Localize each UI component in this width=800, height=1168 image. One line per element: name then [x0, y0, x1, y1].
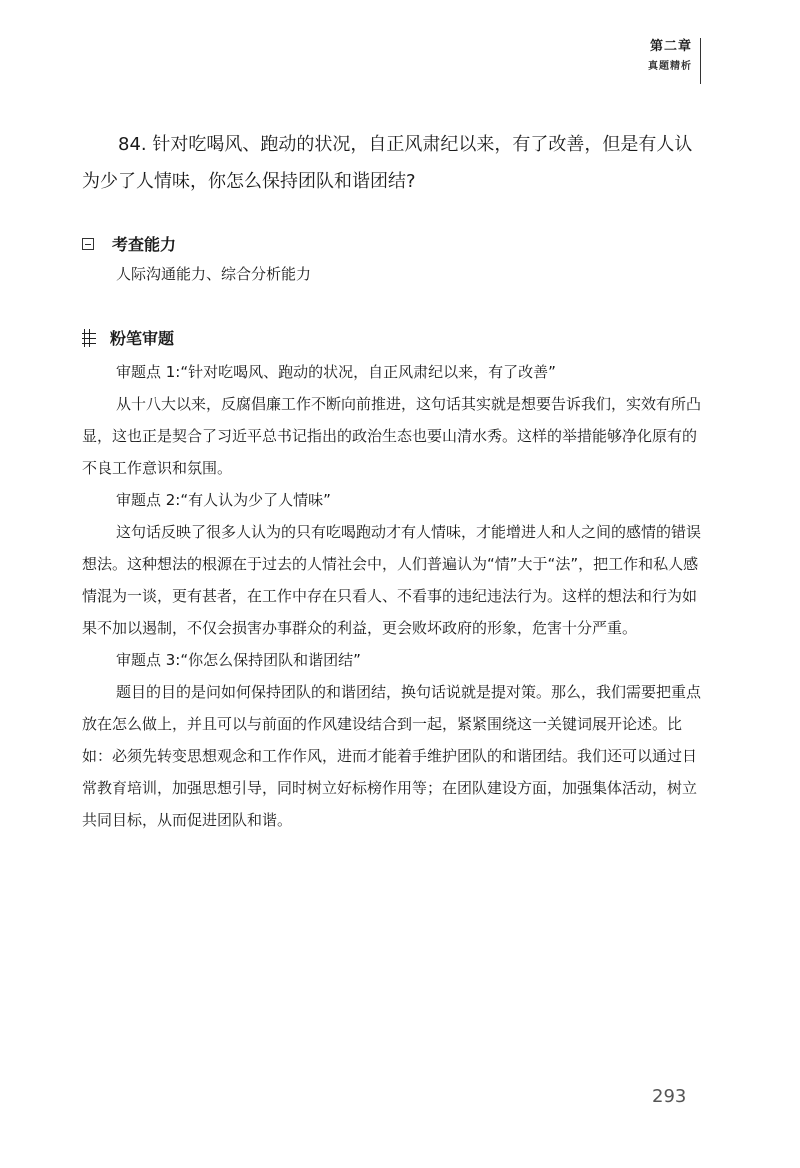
ability-heading-label: 考查能力 — [112, 235, 177, 254]
chapter-title: 第二章 — [649, 39, 692, 54]
grid-bullet-icon — [82, 329, 96, 347]
ability-heading — [82, 232, 176, 255]
review-body — [82, 356, 702, 836]
header-divider — [700, 38, 701, 84]
ability-body — [82, 258, 702, 290]
square-bullet-icon — [82, 238, 94, 250]
review-heading — [82, 326, 174, 349]
page-number: 293 — [652, 1086, 687, 1107]
review-point-1: 审题点 1:“针对吃喝风、跑动的状况，自正风肃纪以来，有了改善” — [116, 363, 556, 381]
running-header — [648, 40, 692, 72]
review-paragraph-2: 这句话反映了很多人认为的只有吃喝跑动才有人情味，才能增进人和人之间的感情的错误想法。这种想法的根源在于过去的人情社会中，人们普遍认为“情”大于“法”，把工作和私人感情混为一谈，更有甚者，在工作中存在只看人、不看事的违纪违法行为。这样的想法和行为如果不加以遏制，不仅会损害办事群众的利益，更会败坏政府的形象，危害十分严重。 — [82, 523, 702, 637]
review-point-3: 审题点 3:“你怎么保持团队和谐团结” — [116, 651, 361, 669]
review-point-2: 审题点 2:“有人认为少了人情味” — [116, 491, 331, 509]
review-paragraph-3: 题目的目的是问如何保持团队的和谐团结，换句话说就是提对策。那么，我们需要把重点放在怎么做上，并且可以与前面的作风建设结合到一起，紧紧围绕这一关键词展开论述。比如：必须先转变思想观念和工作作风，进而才能着手维护团队的和谐团结。我们还可以通过日常教育培训，加强思想引导，同时树立好标榜作用等；在团队建设方面，加强集体活动，树立共同目标，从而促进团队和谐。 — [82, 683, 702, 829]
question-text: 84. 针对吃喝风、跑动的状况，自正风肃纪以来，有了改善，但是有人认为少了人情味，你怎么保持团队和谐团结? — [82, 134, 693, 192]
section-title: 真题精析 — [648, 61, 692, 72]
ability-text: 人际沟通能力、综合分析能力 — [116, 265, 312, 283]
review-heading-label: 粉笔审题 — [110, 329, 175, 348]
review-paragraph-1: 从十八大以来，反腐倡廉工作不断向前推进，这句话其实就是想要告诉我们，实效有所凸显，这也正是契合了习近平总书记指出的政治生态也要山清水秀。这样的举措能够净化原有的不良工作意识和氛围。 — [82, 395, 702, 477]
